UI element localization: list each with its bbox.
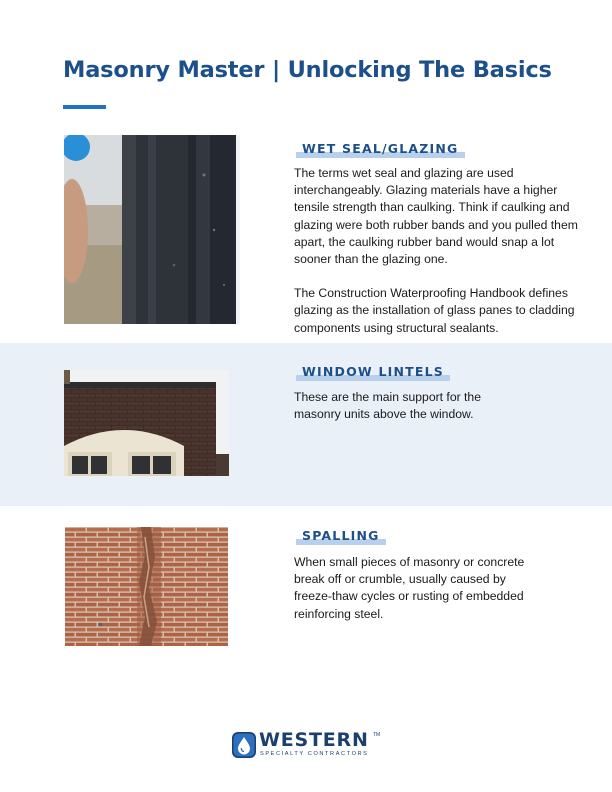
page-title: Masonry Master | Unlocking The Basics <box>63 57 552 83</box>
spalling-body <box>294 554 534 623</box>
western-logo <box>232 729 382 761</box>
window-lintels-heading: WINDOW LINTELS <box>300 366 446 379</box>
spalling-heading: SPALLING <box>300 530 382 543</box>
spalling-photo <box>65 527 228 646</box>
wet-seal-paragraph: The Construction Waterproofing Handbook defines glazing as the installation of glass panes to cladding components using structural sealants. <box>294 286 575 335</box>
title-underline <box>63 105 106 109</box>
wet-seal-heading: WET SEAL/GLAZING <box>300 143 461 156</box>
spalling-paragraph: When small pieces of masonry or concrete break off or crumble, usually caused by freeze-thaw cycles or rusting of embedded reinforcing steel. <box>294 555 525 621</box>
logo-trademark: TM <box>373 732 381 738</box>
wet-seal-photo <box>64 135 240 324</box>
wet-seal-body <box>294 165 594 337</box>
window-lintel-photo <box>64 370 229 476</box>
wet-seal-paragraph: The terms wet seal and glazing are used interchangeably. Glazing materials have a higher tensile strength than caulking. Think if caulking and glazing were both rubber bands and you pulled them apart, the caulking rubber band would snap a lot sooner than the glazing one. <box>294 166 578 267</box>
window-lintels-body <box>294 389 514 423</box>
window-lintels-paragraph: These are the main support for the masonry units above the window. <box>294 390 481 422</box>
logo-wordmark: WESTERN <box>259 729 369 751</box>
logo-tagline: SPECIALTY CONTRACTORS <box>260 751 369 757</box>
water-drop-icon <box>232 732 256 758</box>
